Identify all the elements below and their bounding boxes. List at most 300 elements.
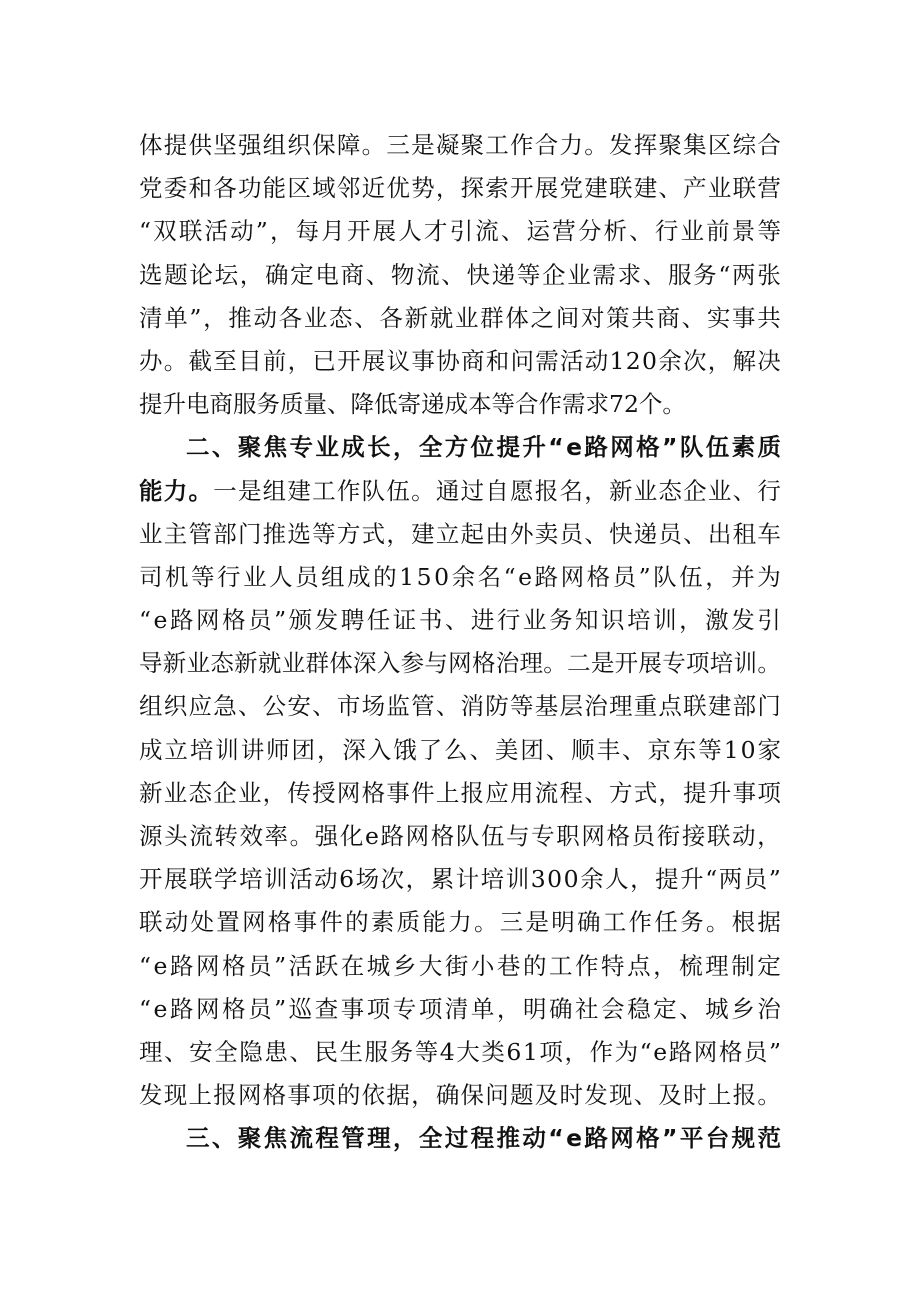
body-char: 、 [545,735,570,764]
body-char: ， [584,476,608,505]
body-char: 问 [485,1081,509,1110]
body-char: 求 [617,260,642,289]
body-char: 据 [386,1081,410,1110]
body-char: 民 [314,1037,338,1066]
body-char: 、 [658,174,682,203]
body-char: 务 [693,260,717,289]
heading-char: 管 [341,1124,365,1153]
body-char: 与 [424,649,448,678]
body-char: 消 [460,692,485,721]
body-char: 和 [188,174,212,203]
body-char: 共 [631,303,655,332]
text-line [139,124,781,167]
body-char: 患 [264,1037,288,1066]
heading-char: 平 [679,1124,704,1153]
body-char: 余 [658,346,682,375]
body-char: 、 [732,476,757,505]
body-char: 行 [496,606,521,635]
text-line [139,858,781,901]
body-char: 训 [733,649,758,678]
body-char: 开 [510,174,534,203]
body-char: 等 [516,260,541,289]
body-char: 立 [164,735,188,764]
body-char: 报 [213,1081,237,1110]
body-char: 效 [239,822,263,850]
heading-char: 素 [731,433,756,462]
body-char: 管 [411,692,435,721]
text-line [139,513,781,556]
body-char: 路 [380,822,405,850]
body-char: 开 [337,346,361,375]
body-char: 自 [485,476,509,505]
body-char: 传 [287,778,311,807]
body-char: 、 [633,1081,658,1110]
body-char: 办 [139,346,163,375]
body-char: 培 [627,606,651,635]
body-char: 组 [321,562,345,591]
body-char: 余 [580,865,604,894]
body-char: 团 [291,735,316,764]
heading-char: 提 [496,433,520,462]
body-char: 伍 [480,822,505,850]
body-char: 作 [538,390,562,419]
body-char: 格 [430,822,455,850]
body-char: 项 [539,1037,563,1066]
body-char: 人 [398,217,422,246]
body-char: 制 [731,951,755,980]
body-char: 需 [562,390,586,419]
body-char: 之 [530,303,555,332]
body-char: 格 [222,994,246,1023]
heading-char: 流 [289,1124,313,1153]
body-char: 务 [548,606,573,635]
body-char: 、 [642,260,667,289]
body-char: 单 [164,303,188,332]
body-char: 和 [485,346,510,375]
body-char: 明 [522,994,547,1023]
heading-char: 路 [584,433,608,462]
heading-char: 网 [610,433,634,462]
body-char: 个 [638,390,663,419]
body-char: 1 [399,562,415,591]
body-char: ， [405,865,430,894]
body-char: 等 [312,519,336,548]
body-char: 强 [237,131,262,159]
body-char: 乡 [392,951,417,980]
body-char: 2 [623,390,639,419]
body-char: 论 [189,260,213,289]
body-char: 应 [188,692,212,721]
body-char: 动 [732,822,756,850]
text-line [139,599,781,642]
body-char: 提 [683,778,707,807]
body-char: 坚 [213,131,237,159]
body-char: 协 [436,346,460,375]
body-char: 报 [732,1081,757,1110]
body-char: 网 [581,822,605,850]
body-char: 、 [500,217,525,246]
body-char: 推 [262,519,287,548]
body-char: 务 [256,390,280,419]
body-char: 事 [293,908,318,937]
body-char: 员 [658,519,682,548]
body-char: 员 [295,562,319,591]
heading-char: 路 [584,1124,608,1153]
body-char: 处 [190,908,215,937]
body-char: 员 [248,606,272,635]
body-char: 3 [530,865,546,894]
heading-char: 焦 [263,433,288,462]
body-char: 坛 [214,260,239,289]
body-char: 计 [455,865,480,894]
body-char: 家 [757,735,781,764]
body-char: 卖 [534,519,559,548]
body-char: 为 [614,1037,639,1066]
body-char: 理 [705,951,729,980]
body-char: 确 [548,994,573,1023]
body-char: 社 [575,994,599,1023]
body-char: 5 [416,562,432,591]
body-char: 障 [336,131,361,159]
body-char: 。 [473,908,498,937]
body-char: 作 [336,476,361,505]
body-char: 群 [305,649,329,678]
body-char: 专 [392,994,417,1023]
heading-char: “ [548,1124,564,1153]
body-char: 动 [253,303,277,332]
body-char: 分 [577,217,602,246]
body-char: 电 [315,260,339,289]
body-char: 。 [361,131,386,159]
body-char: 企 [213,778,237,807]
body-char: 进 [470,606,495,635]
body-char: 决 [757,346,781,375]
body-char: 问 [510,346,534,375]
body-char: 新 [608,476,633,505]
body-char: 递 [633,519,658,548]
heading-char: 方 [444,433,469,462]
body-char: 、 [365,260,390,289]
body-char: 街 [444,951,469,980]
body-char: ， [757,822,781,850]
body-char: 新 [234,649,258,678]
body-char: 商 [460,346,485,375]
body-char: 建 [584,174,608,203]
body-char: 一 [213,476,237,505]
body-char: 新 [139,778,163,807]
body-char: 理 [608,692,633,721]
body-char: 0 [434,562,450,591]
body-char: 网 [196,951,220,980]
body-char: 选 [139,260,163,289]
body-char: 监 [386,692,410,721]
body-char: e [518,562,533,591]
body-char: 态 [329,303,353,332]
heading-char: 质 [757,433,781,462]
text-line [139,642,781,685]
body-char: 等 [757,217,781,246]
body-char: 事 [732,778,757,807]
body-char: 是 [411,131,435,159]
body-char: 人 [605,865,629,894]
body-char: 成 [347,562,371,591]
body-char: 清 [139,303,163,332]
body-char: 网 [693,1037,718,1066]
body-char: 跃 [314,951,339,980]
heading-char: 聚 [237,1124,262,1153]
body-char: 。 [662,390,686,419]
body-char: 对 [580,303,605,332]
body-char: 项 [418,994,443,1023]
body-char: 、 [435,692,460,721]
body-char: 乡 [731,994,755,1023]
body-char: 业 [707,174,732,203]
body-char: 程 [559,778,583,807]
body-char: ” [768,865,781,894]
heading-char: 升 [522,433,546,462]
body-char: 的 [373,562,397,591]
body-char: 并 [731,562,755,591]
body-char: 业 [163,778,188,807]
body-char: 保 [312,131,336,159]
body-char: 时 [559,1081,583,1110]
body-char: 源 [139,822,163,850]
body-char: 6 [506,1037,522,1066]
body-char: 场 [355,865,380,894]
body-char: 运 [526,217,551,246]
body-char: 委 [163,174,188,203]
text-line [139,729,781,772]
body-char: 升 [707,778,732,807]
body-char: 京 [647,735,671,764]
body-char: 建 [633,174,658,203]
body-char: 项 [366,994,391,1023]
body-char: 上 [188,1081,212,1110]
body-char: 累 [430,865,455,894]
body-char: 立 [435,519,460,548]
body-char: 网 [336,778,361,807]
body-char: 业 [633,476,658,505]
heading-char: 全 [418,1124,443,1153]
body-char: 展 [164,865,188,894]
body-char: 求 [585,390,609,419]
heading-char: 全 [418,433,443,462]
body-char: 1 [723,735,739,764]
body-char: 在 [340,951,365,980]
body-char: 每 [295,217,320,246]
body-char: 展 [638,649,662,678]
body-char: 业 [707,476,732,505]
body-char: 市 [336,692,361,721]
body-char: 业 [237,778,262,807]
body-char: 能 [422,908,446,937]
text-line [139,210,781,253]
body-char: 队 [653,562,677,591]
body-char: 网 [242,908,266,937]
body-char: 前 [706,217,730,246]
body-char: 专 [531,822,555,850]
body-char: 报 [460,778,485,807]
body-char: 力 [448,908,472,937]
body-char: 及 [658,1081,682,1110]
heading-char: e [566,1124,583,1153]
body-char: ， [269,217,294,246]
body-char: 门 [237,519,262,548]
body-char: 提 [163,131,188,159]
body-char: 作 [628,908,653,937]
body-char: 项 [312,1081,336,1110]
body-char: 式 [361,519,386,548]
body-char: 培 [480,865,505,894]
body-char: 队 [455,822,480,850]
body-char: 起 [460,519,485,548]
body-char: 场 [361,692,386,721]
body-char: ， [707,346,732,375]
body-char: 格 [222,951,246,980]
body-char: 业 [243,562,267,591]
body-char: 导 [139,649,163,678]
body-char: 量 [303,390,327,419]
body-char: 行 [654,217,679,246]
body-char: 、 [584,778,608,807]
body-char: 、 [683,519,707,548]
body-char: 名 [477,562,502,591]
text-line [139,254,781,297]
body-char: 网 [405,822,430,850]
body-char: e [653,1037,668,1066]
body-char: 展 [372,217,397,246]
text-line [139,772,781,815]
body-char: 。 [411,476,435,505]
body-char: 、 [679,994,703,1023]
body-char: 题 [164,260,188,289]
body-char: 司 [139,562,163,591]
body-char: 联 [178,217,203,246]
body-char: 率 [264,822,289,850]
heading-char: 过 [444,1124,469,1153]
body-char: 美 [494,735,519,764]
heading-char: 网 [610,1124,634,1153]
body-char: 网 [196,994,220,1023]
body-char: 联 [732,174,757,203]
body-char: 共 [757,303,781,332]
body-char: 生 [339,1037,363,1066]
body-char: 事 [732,303,756,332]
body-char: ” [638,562,651,591]
body-char: 群 [480,303,504,332]
body-char: 组 [262,131,287,159]
body-char: 功 [237,174,262,203]
body-char: 依 [361,1081,386,1110]
body-char: 定 [290,260,314,289]
body-char: 递 [491,260,516,289]
body-char: ， [496,994,521,1023]
body-char: 网 [560,562,585,591]
body-char: 递 [421,390,445,419]
body-char: 任 [366,606,391,635]
body-char: 职 [556,822,580,850]
body-char: 任 [654,908,678,937]
body-char: 城 [705,994,729,1023]
body-char: 体 [139,131,163,159]
body-char: 全 [214,1037,238,1066]
body-char: 商 [209,390,233,419]
body-char: 选 [287,519,311,548]
body-char: 集 [683,131,707,159]
body-char: 路 [534,562,559,591]
body-char: 联 [189,865,213,894]
body-char: 等 [698,735,722,764]
body-char: ， [564,1037,588,1066]
text-line [139,340,781,383]
body-char: 门 [757,692,781,721]
body-char: 商 [656,303,680,332]
text-line [139,901,781,944]
heading-char: 理 [367,1124,391,1153]
section-heading-line [139,426,781,469]
body-char: 月 [321,217,345,246]
body-char: 需 [535,346,559,375]
body-char: 深 [353,649,377,678]
body-char: 急 [213,692,237,721]
heading-char: 格 [636,1124,660,1153]
body-char: 作 [575,951,599,980]
body-char: 探 [460,174,485,203]
body-char: 至 [213,346,237,375]
body-char: 业 [567,260,591,289]
body-char: 就 [429,303,454,332]
body-char: 层 [559,692,583,721]
body-char: ” [274,994,287,1023]
body-char: 组 [139,692,163,721]
body-char: 就 [257,649,282,678]
body-char: 上 [707,1081,732,1110]
body-char: 是 [590,649,615,678]
body-char: 、 [629,217,653,246]
body-char: 析 [603,217,627,246]
body-char: 邻 [336,174,361,203]
heading-char: 队 [679,433,704,462]
body-char: 专 [662,649,686,678]
body-char: 流 [475,217,499,246]
text-line [139,556,781,599]
heading-char: 。 [188,476,212,505]
body-char: 织 [287,131,311,159]
body-char: 工 [485,131,509,159]
body-char: 现 [163,1081,188,1110]
body-char: 小 [470,951,495,980]
body-char: 书 [418,606,443,635]
body-char: 、 [312,692,336,721]
body-char: ” [274,606,287,635]
heading-char: 力 [163,476,188,505]
body-char: 格 [586,562,611,591]
text-line [139,815,781,858]
heading-char: 、 [211,1124,236,1153]
body-char: 策 [606,303,630,332]
heading-char: 规 [731,1124,756,1153]
body-char: 开 [139,865,163,894]
body-char: 格 [718,1037,743,1066]
body-char: 么 [444,735,468,764]
body-char: 区 [707,131,732,159]
body-char: ， [262,778,287,807]
body-char: 各 [379,303,403,332]
body-char: 事 [411,346,435,375]
body-char: 发 [584,1081,608,1110]
body-char: 体 [505,303,529,332]
body-char: 培 [189,735,214,764]
